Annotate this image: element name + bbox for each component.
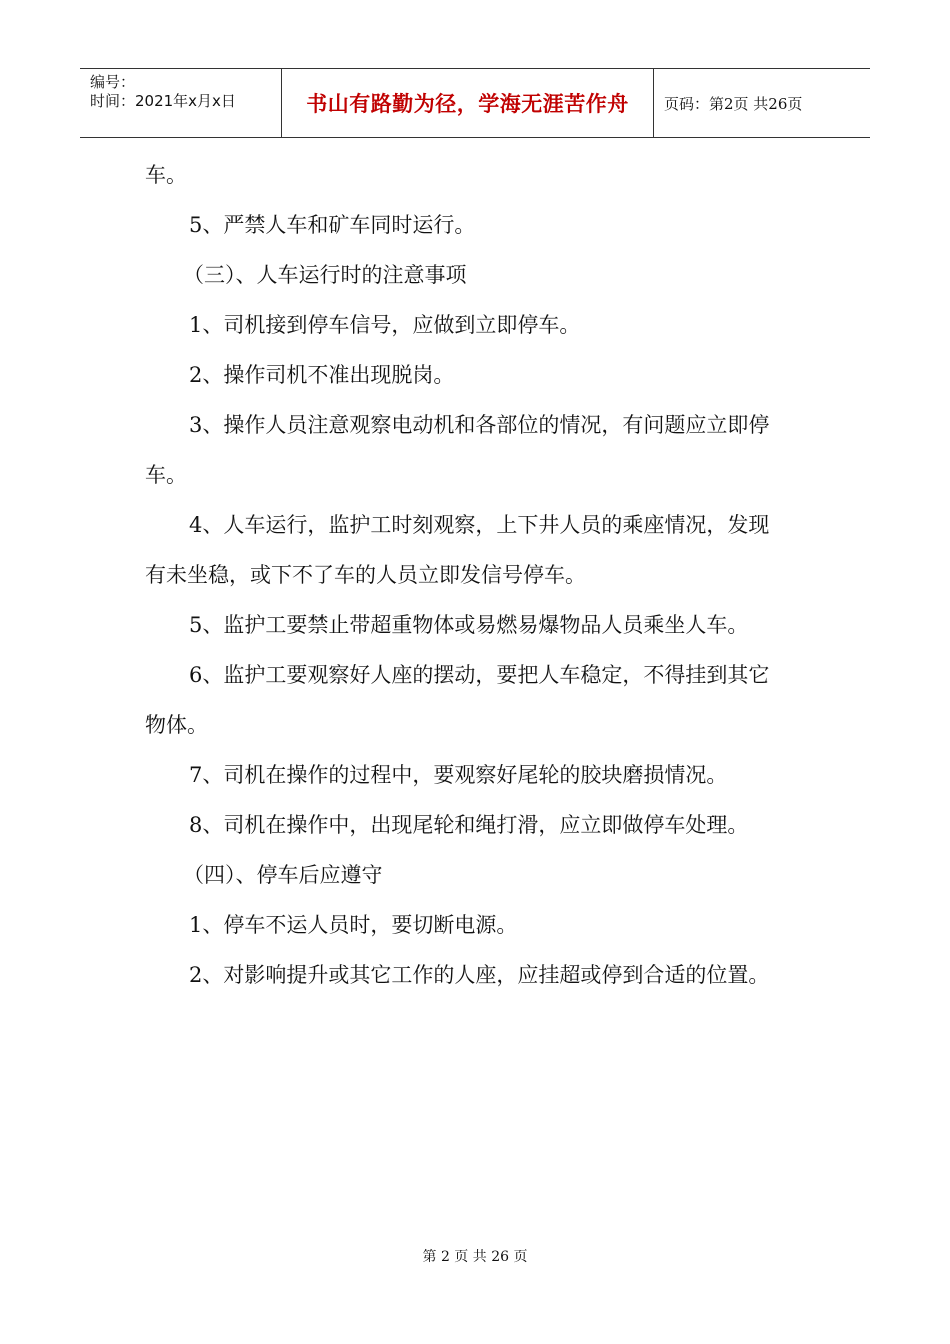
- footer-page-number: 第 2 页 共 26 页: [422, 1249, 528, 1265]
- header-motto-cell: [282, 69, 654, 137]
- body-line: 1、司机接到停车信号，应做到立即停车。: [189, 313, 581, 337]
- page-header: [80, 68, 870, 138]
- body-line: 3、操作人员注意观察电动机和各部位的情况，有问题应立即停: [189, 413, 770, 437]
- body-line: 5、监护工要禁止带超重物体或易燃易爆物品人员乘坐人车。: [189, 613, 749, 637]
- body-line: 5、严禁人车和矿车同时运行。: [189, 213, 476, 237]
- header-motto: 书山有路勤为径，学海无涯苦作舟: [306, 92, 629, 116]
- body-line: 2、操作司机不准出现脱岗。: [189, 363, 455, 387]
- body-line: 6、监护工要观察好人座的摆动，要把人车稳定，不得挂到其它: [189, 663, 770, 687]
- header-page-info: 页码：第2页 共26页: [664, 94, 803, 113]
- body-line: 车。: [145, 463, 187, 487]
- header-page-info-cell: [654, 69, 870, 137]
- body-line: 8、司机在操作中，出现尾轮和绳打滑，应立即做停车处理。: [189, 813, 749, 837]
- header-meta: [80, 69, 282, 137]
- section-heading: （四）、停车后应遵守: [183, 863, 383, 887]
- document-body: [145, 150, 810, 1000]
- body-line: 有未坐稳，或下不了车的人员立即发信号停车。: [145, 563, 586, 587]
- body-line: 4、人车运行，监护工时刻观察，上下井人员的乘座情况，发现: [189, 513, 770, 537]
- body-line: 车。: [145, 163, 187, 187]
- page-footer: [0, 1246, 950, 1266]
- section-heading: （三）、人车运行时的注意事项: [183, 263, 467, 287]
- body-line: 7、司机在操作的过程中，要观察好尾轮的胶块磨损情况。: [189, 763, 728, 787]
- body-line: 物体。: [145, 713, 208, 737]
- body-line: 1、停车不运人员时，要切断电源。: [189, 913, 518, 937]
- document-number-label: 编号：: [90, 73, 136, 91]
- body-line: 2、对影响提升或其它工作的人座，应挂超或停到合适的位置。: [189, 963, 770, 987]
- document-time-label: 时间：2021年x月x日: [90, 92, 236, 110]
